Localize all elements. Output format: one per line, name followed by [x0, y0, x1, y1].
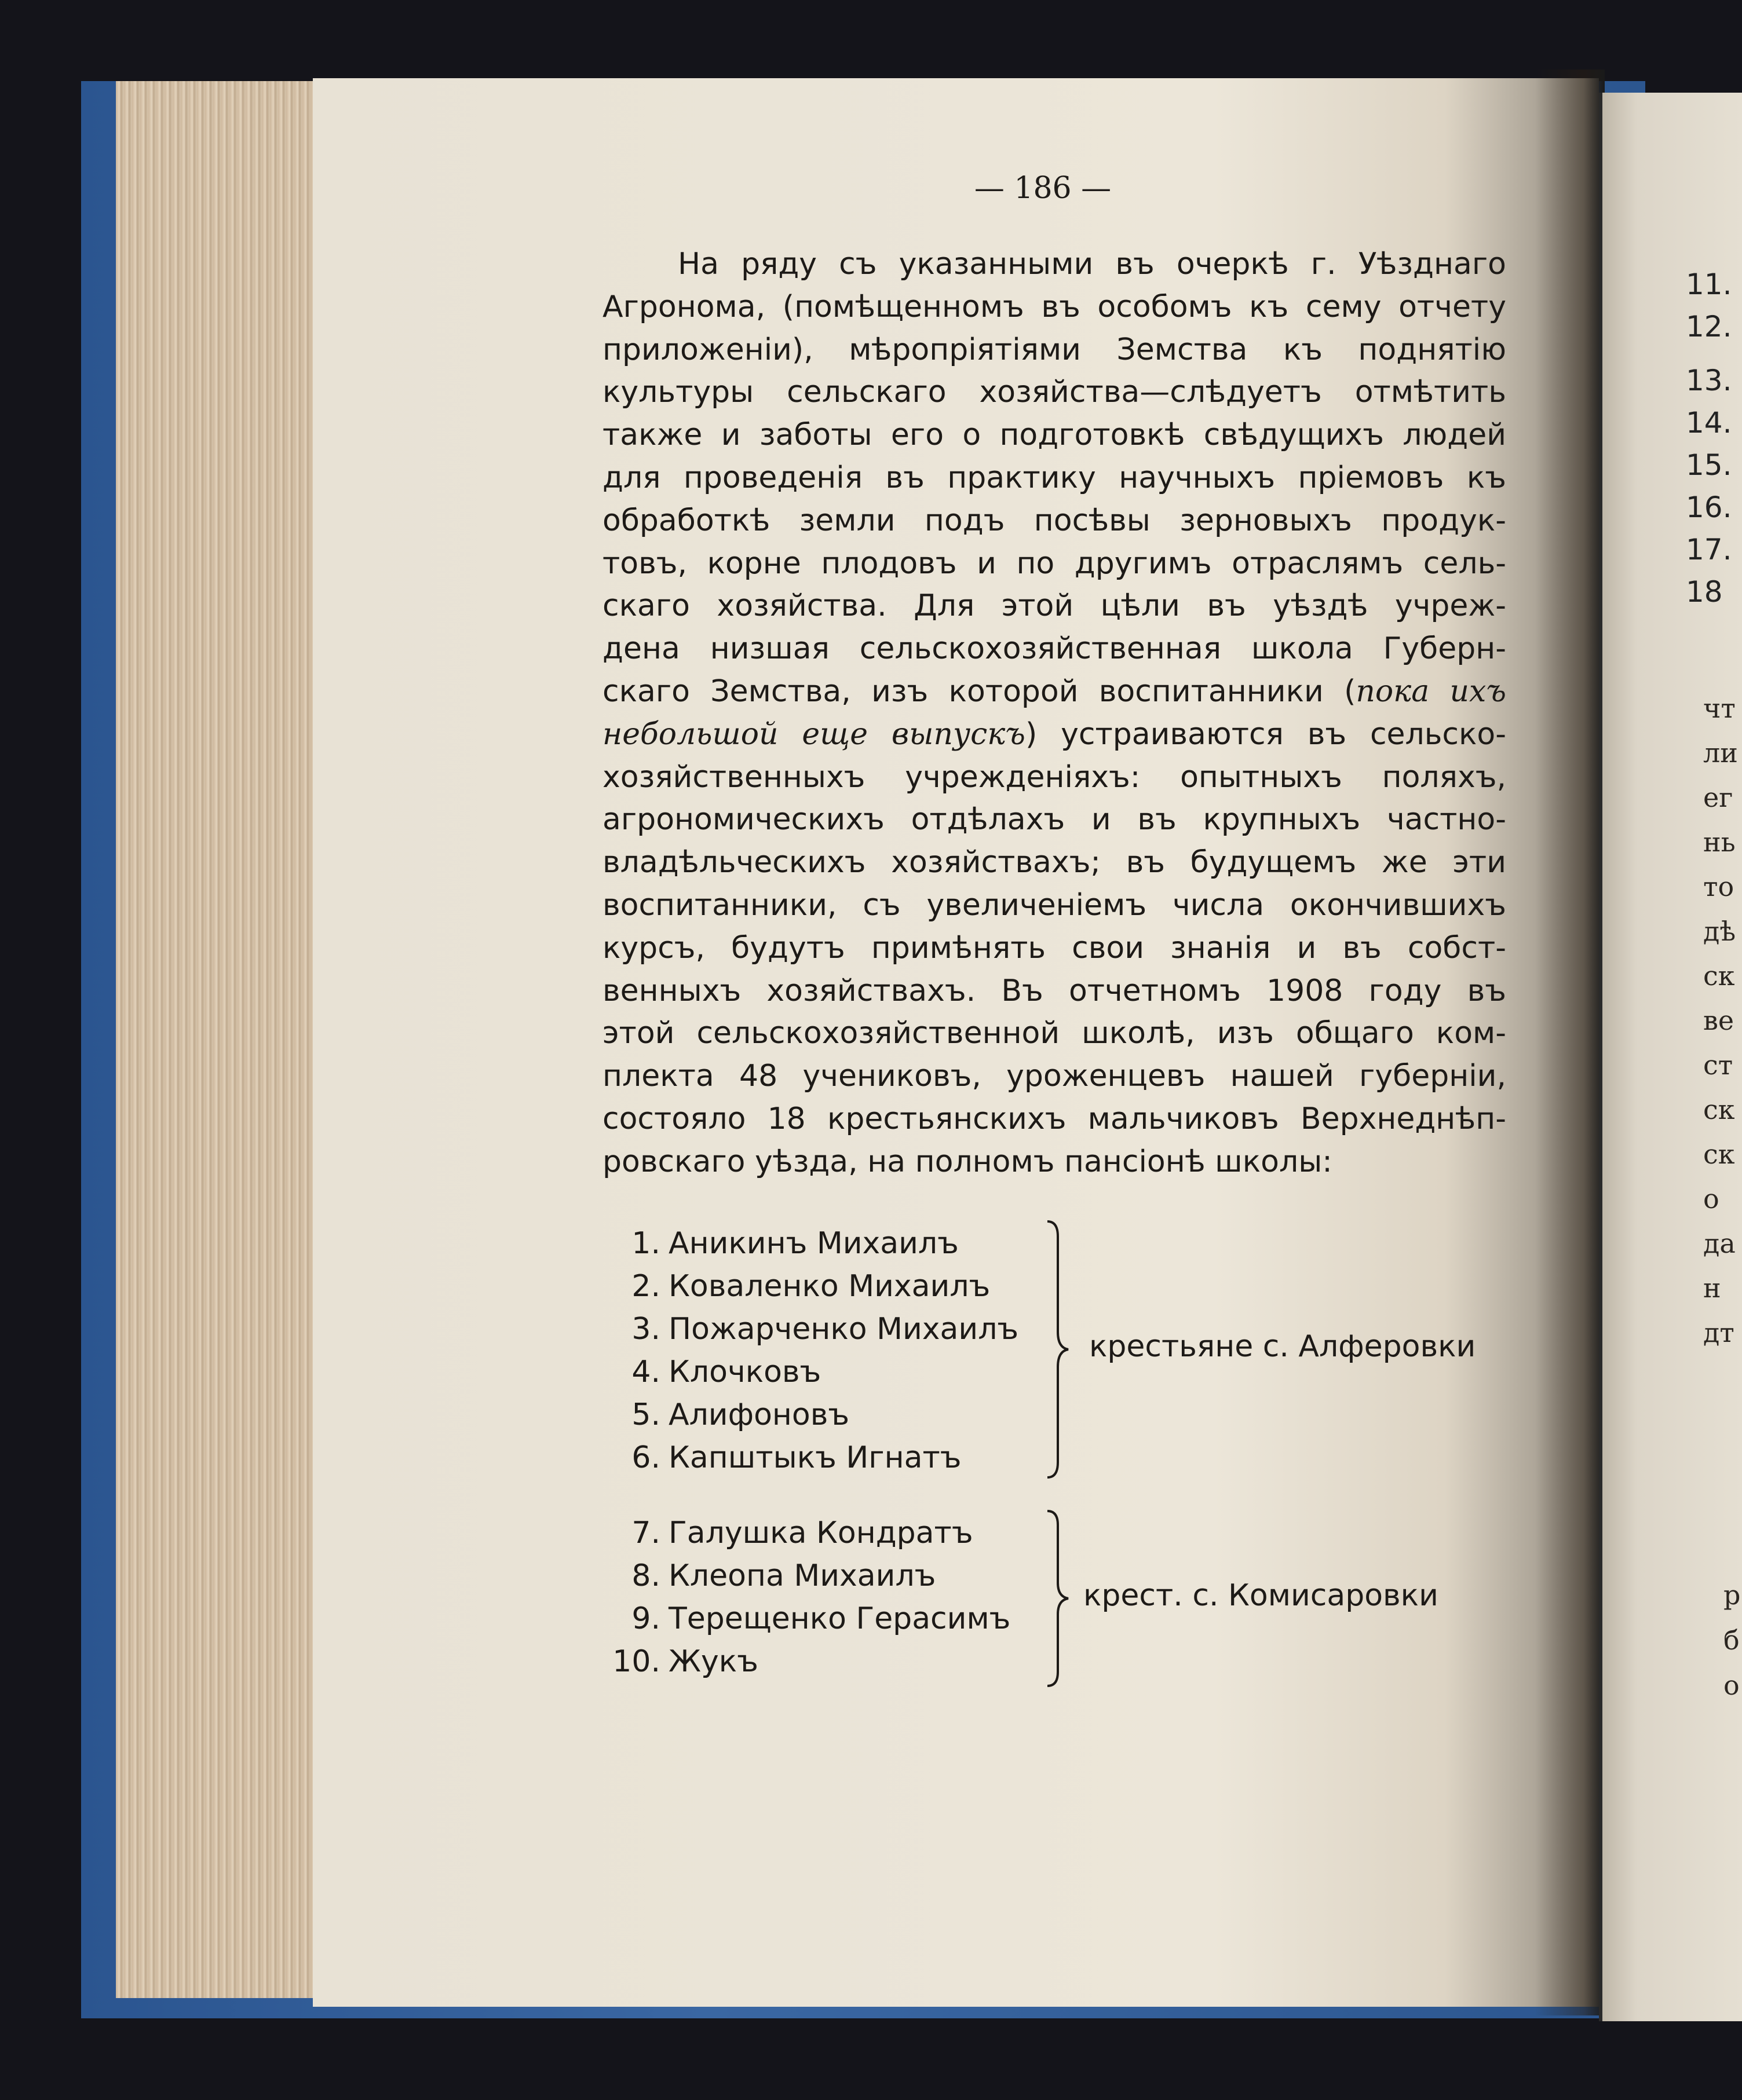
curly-brace-icon [1043, 1509, 1078, 1688]
list-number: 18 [1686, 575, 1723, 609]
list-number [1686, 348, 1732, 360]
student-entry [602, 1265, 1018, 1308]
list-number: 17. [1686, 533, 1732, 566]
student-number: 3. [631, 1312, 660, 1347]
list-number: 16. [1686, 491, 1732, 524]
text-line: хозяйственныхъ учрежденіяхъ: опытныхъ поляхъ, [602, 759, 1506, 795]
student-entry [602, 1393, 1018, 1436]
student-name: Клеопа Михаилъ [669, 1558, 936, 1593]
text-line: также и заботы его о подготовкѣ свѣдущихъ людей [602, 418, 1506, 453]
text-fragment: дѣ [1703, 916, 1736, 947]
page-edges [116, 81, 317, 1998]
student-entry [602, 1640, 1010, 1683]
student-group-alferovka [602, 1222, 1018, 1479]
student-number: 10. [612, 1644, 660, 1679]
student-name: Пожарченко Михаилъ [669, 1312, 1019, 1347]
student-entry [602, 1308, 1018, 1351]
text-fragment: р [1723, 1579, 1741, 1611]
text-fragment: ли [1703, 737, 1738, 769]
text-line: Агронома, (помѣщенномъ въ особомъ къ сему отчету [602, 289, 1506, 324]
text-fragment: н [1703, 1272, 1721, 1304]
student-number: 6. [631, 1440, 660, 1475]
text-fragment: чт [1703, 693, 1736, 724]
text-line: На ряду съ указанными въ очеркѣ г. Уѣзднаго [678, 247, 1506, 281]
text-fragment: ег [1703, 782, 1733, 813]
text-fragment: дт [1703, 1317, 1734, 1348]
student-name: Капштыкъ Игнатъ [669, 1440, 962, 1475]
italic-text: пока ихъ [1356, 674, 1506, 709]
facing-page-fragments-lower [1723, 1572, 1740, 1708]
student-entry [602, 1436, 1018, 1479]
text-fragment: о [1723, 1670, 1740, 1701]
text-line: товъ, корне плодовъ и по другимъ отраслямъ сель- [602, 546, 1506, 581]
text-line [602, 671, 1506, 714]
text-line: владѣльческихъ хозяйствахъ; въ будущемъ же эти [602, 845, 1506, 880]
text-fragment: о [1703, 1183, 1719, 1214]
student-name: Галушка Кондратъ [669, 1516, 973, 1550]
group-label-alferovka: крестьяне с. Алферовки [1089, 1329, 1476, 1364]
text-fragment: да [1703, 1228, 1736, 1259]
student-entry [602, 1554, 1010, 1597]
list-number: 15. [1686, 448, 1732, 482]
text-line: скаго хозяйства. Для этой цѣли въ уѣздѣ учреж- [602, 588, 1506, 624]
text-segment: ) устраиваются въ сельско- [1025, 716, 1506, 752]
text-line: венныхъ хозяйствахъ. Въ отчетномъ 1908 году въ [602, 973, 1506, 1008]
curly-brace-icon [1043, 1219, 1078, 1480]
list-number: 14. [1686, 406, 1732, 440]
text-line [602, 714, 1506, 756]
text-line: этой сельскохозяйственной школѣ, изъ общаго ком- [602, 1016, 1506, 1051]
text-fragment: ве [1703, 1005, 1734, 1036]
text-line: состояло 18 крестьянскихъ мальчиковъ Верхнеднѣп- [602, 1101, 1506, 1136]
text-fragment: б [1723, 1625, 1740, 1656]
facing-page-numbers [1686, 264, 1732, 613]
text-line: для проведенія въ практику научныхъ пріемовъ къ [602, 460, 1506, 495]
italic-text: небольшой еще выпускъ [602, 716, 1025, 752]
book-gutter [1535, 69, 1605, 2015]
student-name: Клочковъ [669, 1355, 821, 1389]
text-fragment: нь [1703, 826, 1736, 858]
list-number: 12. [1686, 310, 1732, 343]
text-line: ровскаго уѣзда, на полномъ пансіонѣ школы: [602, 1144, 1332, 1179]
student-name: Алифоновъ [669, 1397, 850, 1432]
group-label-komisarovka: крест. с. Комисаровки [1083, 1578, 1438, 1613]
list-number: 11. [1686, 268, 1732, 301]
page-number: — 186 — [974, 171, 1112, 206]
text-segment: скаго Земства, изъ которой воспитанники ( [602, 674, 1356, 709]
text-fragment: ск [1703, 1094, 1735, 1125]
text-line: агрономическихъ отдѣлахъ и въ крупныхъ частно- [602, 802, 1506, 837]
student-entry [602, 1351, 1018, 1393]
text-fragment: то [1703, 871, 1734, 902]
text-line: дена низшая сельскохозяйственная школа Губерн- [602, 631, 1506, 667]
student-name: Жукъ [669, 1644, 758, 1679]
student-number: 4. [631, 1355, 660, 1389]
text-line: приложеніи), мѣропріятіями Земства къ поднятію [602, 332, 1506, 367]
student-number: 9. [631, 1601, 660, 1636]
student-name: Аникинъ Михаилъ [669, 1226, 959, 1261]
student-number: 5. [631, 1397, 660, 1432]
text-line: обработкѣ земли подъ посѣвы зерновыхъ продук- [602, 503, 1506, 538]
text-line: курсъ, будутъ примѣнять свои знанія и въ собст- [602, 930, 1506, 965]
student-name: Терещенко Герасимъ [669, 1601, 1011, 1636]
facing-page-fragments [1703, 686, 1738, 1355]
student-name: Коваленко Михаилъ [669, 1269, 991, 1304]
text-fragment: ск [1703, 960, 1735, 992]
student-number: 1. [631, 1226, 660, 1261]
student-entry [602, 1222, 1018, 1265]
text-fragment: ст [1703, 1049, 1733, 1081]
student-number: 7. [631, 1516, 660, 1550]
text-line: культуры сельскаго хозяйства—слѣдуетъ отмѣтить [602, 375, 1506, 410]
list-number: 13. [1686, 364, 1732, 397]
student-entry [602, 1597, 1010, 1640]
text-line: воспитанники, съ увеличеніемъ числа окончившихъ [602, 887, 1506, 923]
student-number: 8. [631, 1558, 660, 1593]
body-paragraph [602, 243, 1506, 1184]
student-entry [602, 1512, 1010, 1554]
student-group-komisarovka [602, 1512, 1010, 1683]
text-line: плекта 48 учениковъ, уроженцевъ нашей губерніи, [602, 1059, 1506, 1094]
student-number: 2. [631, 1269, 660, 1304]
text-fragment: ск [1703, 1139, 1735, 1170]
